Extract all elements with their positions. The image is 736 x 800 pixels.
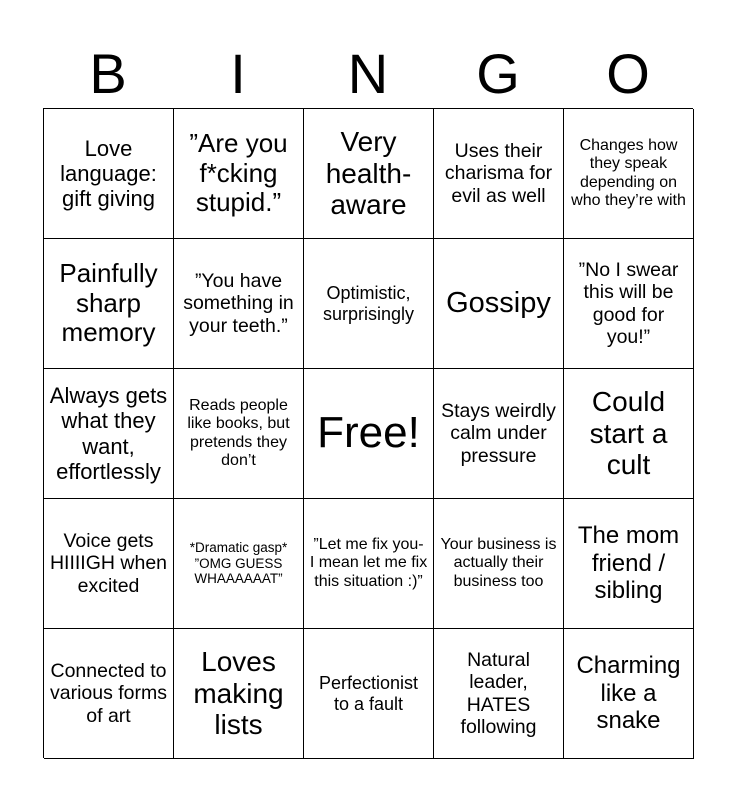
bingo-cell-r1c3[interactable]: Very health-aware [304, 109, 434, 239]
header-letter-b: B [89, 42, 127, 105]
bingo-cell-r5c5[interactable]: Charming like a snake [564, 629, 694, 759]
bingo-cell-r5c2[interactable]: Loves making lists [174, 629, 304, 759]
bingo-cell-r3c5[interactable]: Could start a cult [564, 369, 694, 499]
header-letter-i: I [230, 42, 246, 105]
bingo-board [43, 108, 693, 758]
bingo-cell-r3c4[interactable]: Stays weirdly calm under pressure [434, 369, 564, 499]
bingo-cell-r5c1[interactable]: Connected to various forms of art [44, 629, 174, 759]
bingo-cell-r2c3[interactable]: Optimistic, surprisingly [304, 239, 434, 369]
bingo-cell-r1c2[interactable]: ”Are you f*cking stupid.” [174, 109, 304, 239]
bingo-cell-r2c2[interactable]: ”You have something in your teeth.” [174, 239, 304, 369]
bingo-cell-r1c5[interactable]: Changes how they speak depending on who they’re with [564, 109, 694, 239]
bingo-cell-r2c5[interactable]: ”No I swear this will be good for you!” [564, 239, 694, 369]
bingo-cell-r1c4[interactable]: Uses their charisma for evil as well [434, 109, 564, 239]
bingo-cell-r4c2[interactable]: *Dramatic gasp* ”OMG GUESS WHAAAAAAT” [174, 499, 304, 629]
bingo-cell-r4c3[interactable]: ”Let me fix you- I mean let me fix this situation :)” [304, 499, 434, 629]
bingo-cell-r3c1[interactable]: Always gets what they want, effortlessly [44, 369, 174, 499]
bingo-cell-free[interactable]: Free! [304, 369, 434, 499]
bingo-cell-r3c2[interactable]: Reads people like books, but pretends they don’t [174, 369, 304, 499]
bingo-cell-r5c3[interactable]: Perfectionist to a fault [304, 629, 434, 759]
bingo-cell-r4c4[interactable]: Your business is actually their business too [434, 499, 564, 629]
bingo-cell-r5c4[interactable]: Natural leader, HATES following [434, 629, 564, 759]
bingo-cell-r2c1[interactable]: Painfully sharp memory [44, 239, 174, 369]
header-letter-o: O [606, 42, 650, 105]
bingo-cell-r4c1[interactable]: Voice gets HIIIIGH when excited [44, 499, 174, 629]
bingo-cell-r2c4[interactable]: Gossipy [434, 239, 564, 369]
header-letter-g: G [476, 42, 520, 105]
bingo-header [43, 40, 693, 108]
header-letter-n: N [347, 42, 389, 105]
bingo-cell-r1c1[interactable]: Love language: gift giving [44, 109, 174, 239]
bingo-cell-r4c5[interactable]: The mom friend / sibling [564, 499, 694, 629]
